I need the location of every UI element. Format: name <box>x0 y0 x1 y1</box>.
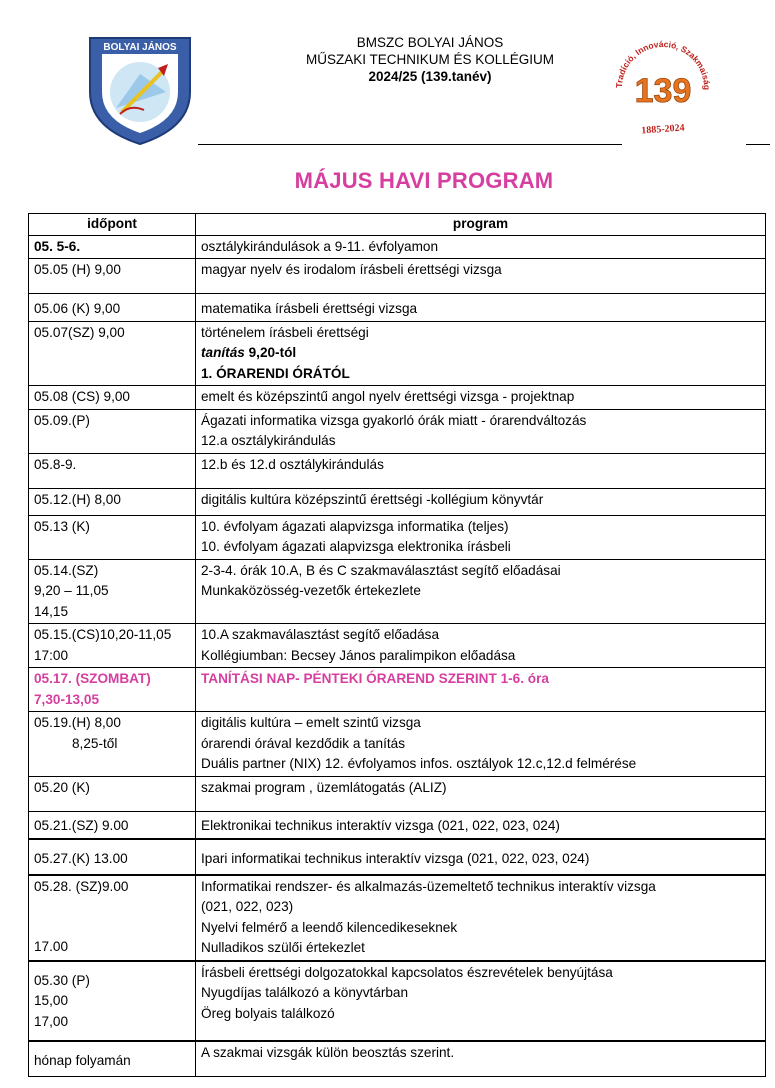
school-line-2: MŰSZAKI TECHNIKUM ÉS KOLLÉGIUM <box>305 52 555 67</box>
program-cell: 10. évfolyam ágazati alapvizsga informatika (teljes) 10. évfolyam ágazati alapvizsga elektronika írásbeli <box>196 515 766 559</box>
time-cell: 05.28. (SZ)9.00 17.00 <box>29 875 196 961</box>
program-cell: Ágazati informatika vizsga gyakorló órák miatt - órarendváltozás 12.a osztálykirándulás <box>196 409 766 453</box>
header-divider <box>198 144 622 145</box>
time-cell: 05.20 (K) <box>29 776 196 811</box>
program-cell: digitális kultúra – emelt szintű vizsga órarendi órával kezdődik a tanítás Duális partner (NIX) 12. évfolyamos infos. osztályok 12.c,12.d felmérése <box>196 712 766 777</box>
program-cell: magyar nyelv és irodalom írásbeli érettségi vizsga <box>196 259 766 294</box>
program-cell: 10.A szakmaválasztást segítő előadása Kollégiumban: Becsey János paralimpikon előadása <box>196 624 766 668</box>
time-cell: 05.17. (SZOMBAT) 7,30-13,05 <box>29 668 196 712</box>
table-row <box>29 259 766 294</box>
table-row <box>29 294 766 322</box>
school-name-block <box>230 34 630 85</box>
time-cell: 05.21.(SZ) 9.00 <box>29 811 196 839</box>
badge-motto: Tradíció, Innováció, Szakmaiság <box>613 40 713 91</box>
time-cell: 05.27.(K) 13.00 <box>29 839 196 875</box>
time-cell: 05.15.(CS)10,20-11,05 17:00 <box>29 624 196 668</box>
table-row <box>29 453 766 488</box>
program-cell: Elektronikai technikus interaktív vizsga (021, 022, 023, 024) <box>196 811 766 839</box>
time-cell: 05.14.(SZ) 9,20 – 11,05 14,15 <box>29 559 196 624</box>
time-cell: 05.08 (CS) 9,00 <box>29 386 196 410</box>
program-cell: osztálykirándulások a 9-11. évfolyamon <box>196 235 766 259</box>
program-cell: történelem írásbeli érettségi tanítás 9,20-tól 1. ÓRARENDI ÓRÁTÓL <box>196 321 766 386</box>
table-row <box>29 386 766 410</box>
time-cell: 05.30 (P) 15,00 17,00 <box>29 961 196 1041</box>
program-cell: Írásbeli érettségi dolgozatokkal kapcsolatos észrevételek benyújtása Nyugdíjas találkozó a könyvtárban Öreg bolyais találkozó <box>196 961 766 1041</box>
program-cell: Ipari informatikai technikus interaktív vizsga (021, 022, 023, 024) <box>196 839 766 875</box>
time-cell: 05.19.(H) 8,00 8,25-től <box>29 712 196 777</box>
col-header-program: program <box>196 214 766 236</box>
table-row <box>29 624 766 668</box>
page-header <box>0 0 775 150</box>
program-cell: szakmai program , üzemlátogatás (ALIZ) <box>196 776 766 811</box>
table-row <box>29 235 766 259</box>
program-cell: digitális kultúra középszintű érettségi -kollégium könyvtár <box>196 488 766 515</box>
program-cell: Informatikai rendszer- és alkalmazás-üzemeltető technikus interaktív vizsga (021, 022, 023) Nyelvi felmérő a leendő kilencedikeseknek Nulladikos szülői értekezlet <box>196 875 766 961</box>
table-row <box>29 515 766 559</box>
table-row <box>29 961 766 1041</box>
table-row <box>29 559 766 624</box>
table-header-row <box>29 214 766 236</box>
col-header-time: időpont <box>29 214 196 236</box>
program-cell: matematika írásbeli érettségi vizsga <box>196 294 766 322</box>
table-row <box>29 875 766 961</box>
program-cell: 2-3-4. órák 10.A, B és C szakmaválasztást segítő előadásai Munkaközösség-vezetők értekezlete <box>196 559 766 624</box>
time-cell: 05.13 (K) <box>29 515 196 559</box>
program-cell: TANÍTÁSI NAP- PÉNTEKI ÓRAREND SZERINT 1-6. óra <box>196 668 766 712</box>
table-row <box>29 321 766 386</box>
school-logo-shield <box>82 30 198 148</box>
program-cell: emelt és középszintű angol nyelv érettségi vizsga - projektnap <box>196 386 766 410</box>
table-row <box>29 839 766 875</box>
table-row <box>29 409 766 453</box>
badge-number: 139 <box>634 72 692 110</box>
header-divider-right <box>746 144 770 145</box>
anniversary-badge <box>612 40 714 138</box>
badge-years: 1885-2024 <box>640 122 685 137</box>
table-row <box>29 668 766 712</box>
time-cell: 05.12.(H) 8,00 <box>29 488 196 515</box>
program-table <box>28 213 766 1077</box>
time-cell: 05.09.(P) <box>29 409 196 453</box>
time-cell: 05.07(SZ) 9,00 <box>29 321 196 386</box>
school-year: 2024/25 (139.tanév) <box>368 69 492 84</box>
school-line-1: BMSZC BOLYAI JÁNOS <box>356 35 504 50</box>
time-cell: 05.8-9. <box>29 453 196 488</box>
table-row <box>29 1041 766 1077</box>
program-cell: A szakmai vizsgák külön beosztás szerint. <box>196 1041 766 1077</box>
time-cell: 05. 5-6. <box>29 235 196 259</box>
time-cell: 05.06 (K) 9,00 <box>29 294 196 322</box>
logo-left-text: BOLYAI JÁNOS <box>103 42 177 53</box>
time-cell: 05.05 (H) 9,00 <box>29 259 196 294</box>
time-cell: hónap folyamán <box>29 1041 196 1077</box>
table-row <box>29 776 766 811</box>
table-row <box>29 488 766 515</box>
page-title: MÁJUS HAVI PROGRAM <box>294 168 554 193</box>
program-cell: 12.b és 12.d osztálykirándulás <box>196 453 766 488</box>
table-row <box>29 811 766 839</box>
table-row <box>29 712 766 777</box>
